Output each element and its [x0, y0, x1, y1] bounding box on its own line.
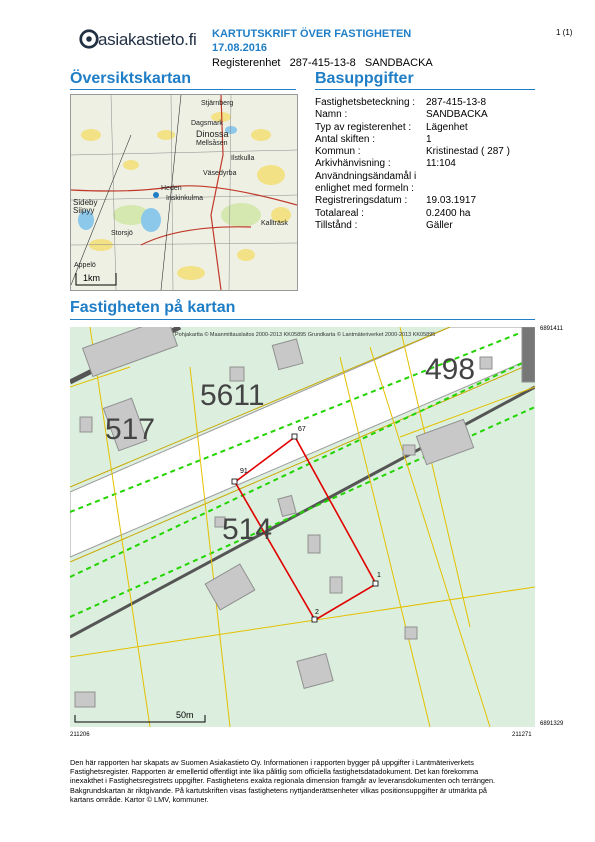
info-label: Totalareal :	[315, 207, 364, 219]
report-date: 17.08.2016	[212, 42, 268, 54]
property-map[interactable]	[70, 327, 535, 727]
basic-rule	[315, 89, 535, 90]
place-label: Heden	[161, 185, 182, 192]
property-map-graphic	[70, 327, 535, 727]
info-row	[315, 195, 510, 207]
disclaimer-line: inexakthet i Fastighetsregistrets uppgifter. Fastighetens exakta regionala dimension framgår av leveransdokumenten och terrängen.	[70, 776, 496, 786]
boundary-point-label: 67	[298, 426, 306, 433]
registry-id: 287-415-13-8	[289, 57, 356, 69]
parcel-number: 514	[222, 513, 273, 546]
info-row	[315, 97, 510, 109]
registry-line	[212, 57, 433, 69]
info-value: 1	[426, 133, 432, 145]
info-label: Registreringsdatum :	[315, 195, 408, 207]
basic-heading: Basuppgifter	[315, 70, 414, 87]
info-value: 0.2400 ha	[426, 207, 471, 219]
info-row	[315, 146, 510, 158]
map-copyright: Pohjakartta © Maanmittauslaitos 2000-2013 KK05895 Grundkarta © Lantmäteriverket 2000-2013 KK05895	[175, 332, 436, 338]
info-label: enlighet med formeln :	[315, 183, 414, 195]
place-label: Sideby	[73, 198, 98, 207]
logo-icon	[78, 28, 100, 50]
info-value: 11:104	[426, 158, 456, 170]
report-title: KARTUTSKRIFT ÖVER FASTIGHETEN	[212, 28, 412, 40]
disclaimer	[70, 758, 540, 804]
info-label: Antal skiften :	[315, 133, 376, 145]
info-value: Kristinestad ( 287 )	[426, 146, 510, 158]
page-number: 1 (1)	[556, 28, 573, 37]
place-label: Dinossa	[196, 129, 229, 139]
basic-info	[315, 97, 510, 232]
overview-map-graphic	[71, 95, 297, 290]
overview-scale-label: 1km	[83, 273, 101, 283]
disclaimer-line: Bakgrundskartan är riktgivande. På kartutskriften visas fastighetens nyttjanderättsenheter vilkas positionsuppgifter är utmärkta på	[70, 785, 487, 795]
info-row	[315, 122, 510, 134]
disclaimer-line: Den här rapporten har skapats av Suomen Asiakastieto Oy. Informationen i rapporten bygger på uppgifter i Lantmäteriverkets	[70, 758, 474, 767]
logo-text: asiakastieto.fi	[98, 30, 197, 49]
info-row	[315, 208, 510, 220]
place-label: Appelö	[74, 262, 96, 269]
map-scale-label: 50m	[176, 710, 194, 720]
info-label: Användningsändamål i	[315, 170, 417, 182]
place-label: Siipyy	[73, 206, 95, 215]
place-label: Storsjö	[111, 230, 133, 237]
coord-bottom-right: 6891329	[540, 721, 564, 727]
info-row	[315, 134, 510, 146]
place-label: Väsedyrba	[203, 170, 237, 177]
info-value: SANDBACKA	[426, 109, 488, 121]
info-row	[315, 171, 510, 183]
info-row	[315, 183, 510, 195]
boundary-point-label: 91	[240, 468, 248, 475]
disclaimer-line: kartans område. Kartor © LMV, kommuner.	[70, 794, 209, 804]
overview-rule	[70, 89, 296, 90]
place-label: Inskinkulma	[166, 195, 203, 202]
disclaimer-line: Fastighetsregister. Rapporten är emellertid offentligt inte lika pålitlig som officiella fastighetsdatadokument. Det kan förekomma	[70, 767, 479, 777]
parcel-number: 517	[105, 413, 156, 446]
info-row	[315, 109, 510, 121]
info-label: Kommun :	[315, 146, 361, 158]
registry-label: Registerenhet	[212, 57, 281, 69]
info-value: 287-415-13-8	[426, 97, 487, 108]
registry-name: SANDBACKA	[364, 57, 433, 69]
boundary-point-label: 1	[377, 572, 381, 579]
parcel-number: 498	[425, 353, 476, 386]
coord-top-right: 6891411	[540, 326, 563, 332]
info-label: Fastighetsbeteckning :	[315, 97, 416, 108]
overview-map[interactable]	[70, 94, 298, 291]
property-map-heading: Fastigheten på kartan	[70, 299, 236, 316]
boundary-point-label: 2	[315, 609, 319, 616]
overview-heading: Översiktskartan	[70, 70, 191, 87]
parcel-number: 5611	[200, 379, 265, 412]
info-label: Typ av registerenhet :	[315, 121, 412, 133]
coord-bottom-left: 211206	[70, 732, 90, 738]
info-label: Arkivhänvisning :	[315, 158, 391, 170]
info-value: 19.03.1917	[426, 195, 477, 207]
coord-bottom-mid: 211271	[512, 732, 532, 738]
info-label: Tillstånd :	[315, 219, 358, 231]
info-row	[315, 220, 510, 232]
place-label: Stjärnberg	[201, 100, 234, 107]
info-value: Gäller	[426, 219, 453, 231]
property-map-rule	[70, 319, 535, 320]
place-label: Ilstkulla	[231, 155, 255, 162]
place-label: Dagsmark	[191, 120, 223, 127]
info-value: Lägenhet	[426, 121, 468, 133]
info-row	[315, 158, 510, 170]
place-label: Kallträsk	[261, 220, 288, 227]
place-label: Mellsåsen	[196, 140, 228, 147]
info-label: Namn :	[315, 109, 348, 121]
